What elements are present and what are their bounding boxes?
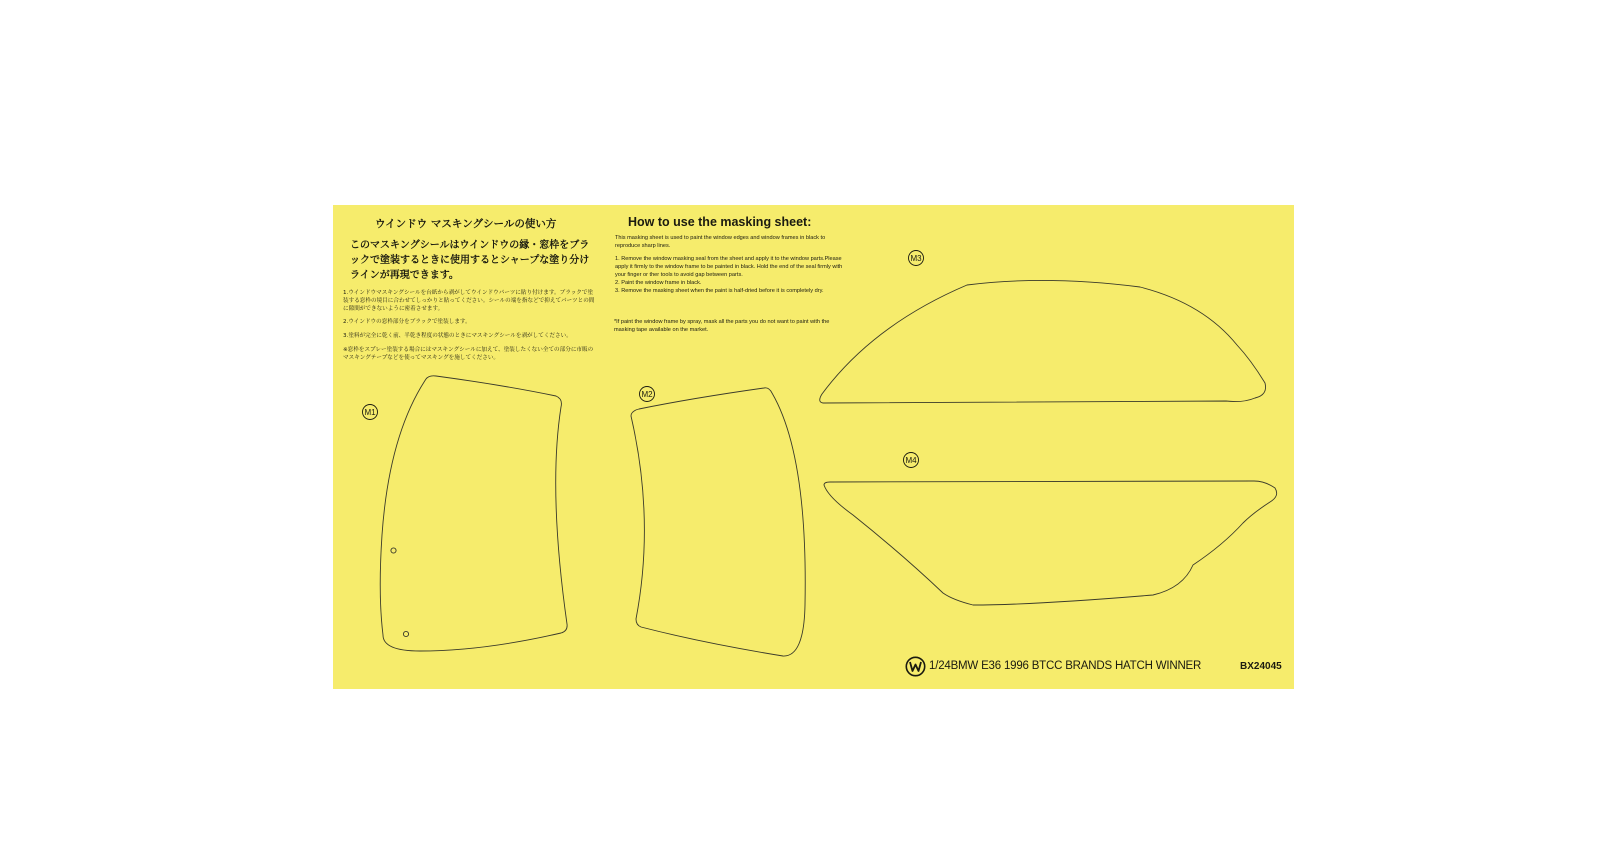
en-intro: This masking sheet is used to paint the window edges and window frames in black to reproduce sharp lines.	[615, 235, 826, 249]
mask-m2-outline	[631, 388, 805, 656]
brand-logo-icon	[905, 656, 926, 677]
mask-m1-dot-1	[391, 548, 396, 553]
mask-m3-outline	[820, 280, 1266, 403]
label-m2-text: M2	[641, 390, 653, 399]
jp-note: ※窓枠をスプレー塗装する場合にはマスキングシールに加えて、塗装したくない全ての部分に市販のマスキングテープなどを使ってマスキングを施してください。	[343, 346, 594, 361]
jp-step-3: 3.塗料が完全に乾く前、半乾き程度の状態のときにマスキングシールを剥がしてください。	[343, 333, 572, 340]
product-title: 1/24BMW E36 1996 BTCC BRANDS HATCH WINNER	[929, 660, 1202, 672]
en-step-2: 2. Paint the window frame in black.	[615, 279, 702, 286]
en-note: *If paint the window frame by spray, mask all the parts you do not want to paint with the masking tape available on the market.	[614, 319, 830, 333]
label-m4	[904, 453, 919, 468]
en-step-1: 1. Remove the window masking seal from the sheet and apply it to the window parts.Please apply it firmly to the window frame to be painted in black. Hold the end of the seal firmly with your finger or ther tools to avoid gap between parts.	[615, 256, 843, 278]
en-step-3: 3. Remove the masking sheet when the paint is half-dried before it is completely dry.	[615, 287, 824, 294]
part-labels	[363, 251, 924, 468]
label-m2	[640, 387, 655, 402]
masking-sheet	[333, 205, 1294, 689]
mask-m4-outline	[824, 481, 1277, 605]
jp-lead: このマスキングシールはウインドウの縁・窓枠をブラックで塗装するときに使用するとシャープな塗り分けラインが再現できます。	[350, 240, 590, 281]
mask-outlines	[333, 205, 1294, 689]
jp-step-1: 1.ウインドウマスキングシールを台紙から剥がしてウインドウパーツに貼り付けます。ブラックで塗装する窓枠の境目に合わせてしっかりと貼ってください。シールの端を指などで抑えてパーツとの間に隙間ができないように密着させます。	[343, 290, 595, 312]
mask-m1-dot-2	[403, 631, 408, 636]
mask-m1-outline	[380, 376, 567, 651]
label-m4-text: M4	[905, 456, 917, 465]
label-m1	[363, 405, 378, 420]
jp-step-2: 2.ウインドウの窓枠部分をブラックで塗装します。	[343, 319, 471, 326]
en-title: How to use the masking sheet:	[628, 215, 812, 229]
product-code: BX24045	[1240, 661, 1282, 672]
jp-title: ウインドウ マスキングシールの使い方	[375, 218, 557, 230]
label-m3	[909, 251, 924, 266]
label-m1-text: M1	[364, 408, 376, 417]
label-m3-text: M3	[910, 254, 922, 263]
